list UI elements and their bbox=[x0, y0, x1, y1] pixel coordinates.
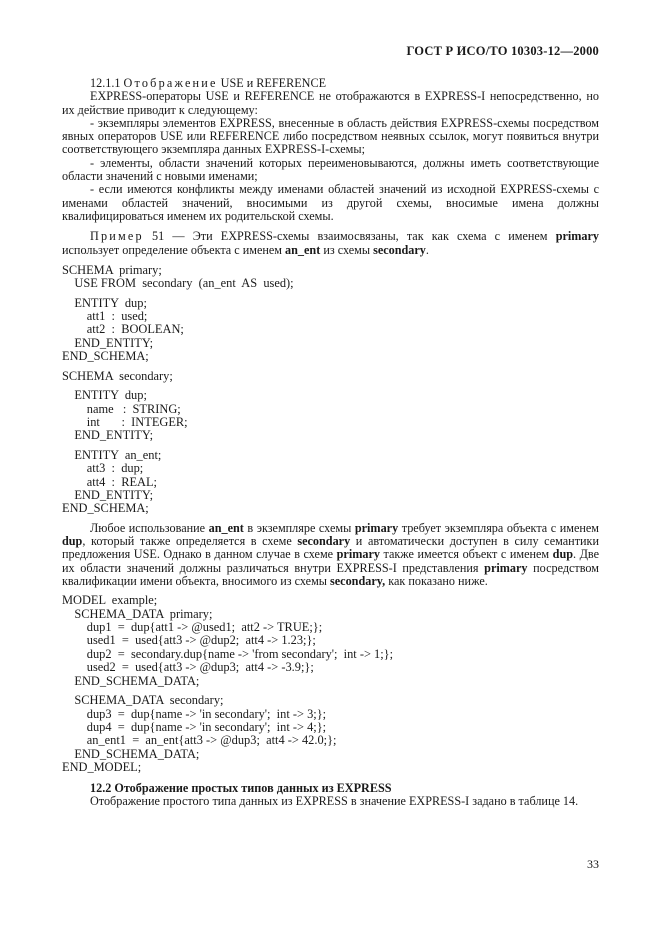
explanation-paragraph bbox=[62, 522, 599, 588]
paragraph-bullet-1: - экземпляры элементов EXPRESS, внесенные в область действия EXPRESS-схемы посредством явных операторов USE или REFERENCE либо посредством неявных ссылок, могут появиться внутри соответствующего экземпляра данных EXPRESS-I-схемы; bbox=[62, 115, 599, 157]
section-heading-12-1-1 bbox=[62, 77, 599, 90]
code-line: used1 = used{att3 -> @dup2; att4 -> 1.23;}; bbox=[62, 633, 316, 648]
example-text: . bbox=[425, 242, 429, 257]
example-bold-term: primary bbox=[555, 229, 600, 244]
explain-bold-term: primary bbox=[336, 547, 380, 562]
code-line: END_ENTITY; bbox=[62, 335, 154, 350]
explain-text: , который также определяется в схеме bbox=[82, 534, 298, 549]
code-line: att2 : BOOLEAN; bbox=[62, 322, 184, 337]
code-line: MODEL example; bbox=[62, 593, 158, 608]
code-line: att1 : used; bbox=[62, 309, 148, 324]
code-line: END_SCHEMA; bbox=[62, 349, 149, 364]
code-line: an_ent1 = an_ent{att3 -> @dup3; att4 -> 42.0;}; bbox=[62, 733, 337, 748]
code-schema-primary bbox=[62, 264, 599, 364]
code-line: END_SCHEMA_DATA; bbox=[62, 673, 200, 688]
page-number: 33 bbox=[587, 857, 599, 871]
code-line: SCHEMA primary; bbox=[62, 262, 162, 277]
code-line: END_ENTITY; bbox=[62, 487, 154, 502]
section-title-rest: USE и REFERENCE bbox=[220, 76, 327, 90]
explain-bold-term: secondary, bbox=[330, 573, 386, 588]
code-line: ENTITY dup; bbox=[62, 295, 147, 310]
code-line: END_MODEL; bbox=[62, 760, 142, 775]
explain-bold-term: an_ent bbox=[208, 520, 244, 535]
code-line: END_SCHEMA; bbox=[62, 501, 149, 516]
code-line: name : STRING; bbox=[62, 401, 181, 416]
paragraph-bullet-2: - элементы, области значений которых переименовываются, должны иметь соответствующие области значений с новыми именами; bbox=[62, 155, 599, 184]
code-line: SCHEMA_DATA secondary; bbox=[62, 693, 224, 708]
example-text: из схемы bbox=[320, 242, 374, 257]
code-line: dup1 = dup{att1 -> @used1; att2 -> TRUE;}; bbox=[62, 620, 323, 635]
paragraph-bullet-3: - если имеются конфликты между именами областей значений из исходной EXPRESS-схемы с именами областей значений, вносимыми из другой схемы, вносимые имена должны квалифицироваться именем их родительской схемы. bbox=[62, 182, 599, 223]
code-line: SCHEMA secondary; bbox=[62, 368, 173, 383]
code-line: dup3 = dup{name -> 'in secondary'; int -> 3;}; bbox=[62, 706, 327, 721]
example-text: использует определение объекта с именем bbox=[62, 242, 286, 257]
code-line: dup4 = dup{name -> 'in secondary'; int -> 4;}; bbox=[62, 719, 327, 734]
example-number: 51 — bbox=[143, 229, 193, 244]
example-51-paragraph bbox=[62, 230, 599, 257]
explain-bold-term: dup bbox=[552, 547, 574, 562]
paragraph-use-reference: EXPRESS-операторы USE и REFERENCE не отображаются в EXPRESS-I непосредственно, но их действие приводит к следующему: bbox=[62, 89, 599, 117]
explain-bold-term: primary bbox=[354, 520, 399, 535]
explain-text: также имеется объект с именем bbox=[379, 547, 553, 562]
code-line: int : INTEGER; bbox=[62, 414, 188, 429]
example-bold-term: an_ent bbox=[285, 242, 321, 257]
section-heading-12-2: 12.2 Отображение простых типов данных из EXPRESS bbox=[90, 780, 392, 795]
explain-bold-term: secondary bbox=[297, 534, 351, 549]
code-model-example bbox=[62, 594, 599, 774]
example-bold-term: secondary bbox=[373, 242, 426, 257]
code-line: ENTITY an_ent; bbox=[62, 447, 162, 462]
explain-text: как показано ниже. bbox=[385, 573, 488, 588]
page-content bbox=[62, 77, 599, 808]
explain-text: и автоматически доступен в силу семантики предложения USE. Однако в данном случае в схеме bbox=[62, 534, 599, 562]
code-line: att3 : dup; bbox=[62, 461, 144, 476]
explain-bold-term: primary bbox=[484, 560, 528, 575]
code-line: dup2 = secondary.dup{name -> 'from secondary'; int -> 1;}; bbox=[62, 646, 394, 661]
code-line: ENTITY dup; bbox=[62, 388, 147, 403]
explain-text: в экземпляре схемы bbox=[243, 520, 355, 535]
example-text: Эти EXPRESS-схемы взаимосвязаны, так как схема с именем bbox=[192, 229, 556, 244]
explain-text: требует экземпляра объекта с именем bbox=[398, 520, 600, 535]
code-schema-secondary bbox=[62, 370, 599, 516]
explain-text: . Две их области значений должны различаться внутри EXPRESS-I представления bbox=[62, 547, 600, 575]
example-label: Пример bbox=[90, 229, 144, 244]
code-line: SCHEMA_DATA primary; bbox=[62, 606, 213, 621]
section-title-spaced: Отображение bbox=[123, 76, 218, 90]
section-number: 12.1.1 bbox=[90, 76, 121, 90]
explain-bold-term: dup bbox=[62, 534, 83, 549]
explain-text: Любое использование bbox=[90, 520, 209, 535]
explain-text: посредством квалификации имени объекта, вносимого из схемы bbox=[62, 560, 600, 588]
code-line: used2 = used{att3 -> @dup3; att4 -> -3.9;}; bbox=[62, 660, 314, 675]
code-line: END_ENTITY; bbox=[62, 428, 154, 443]
paragraph-simple-types: Отображение простого типа данных из EXPRESS в значение EXPRESS-I задано в таблице 14. bbox=[90, 793, 579, 808]
document-header: ГОСТ Р ИСО/ТО 10303-12—2000 bbox=[406, 44, 599, 58]
code-line: USE FROM secondary (an_ent AS used); bbox=[62, 276, 294, 291]
code-line: att4 : REAL; bbox=[62, 474, 157, 489]
code-line: END_SCHEMA_DATA; bbox=[62, 746, 200, 761]
